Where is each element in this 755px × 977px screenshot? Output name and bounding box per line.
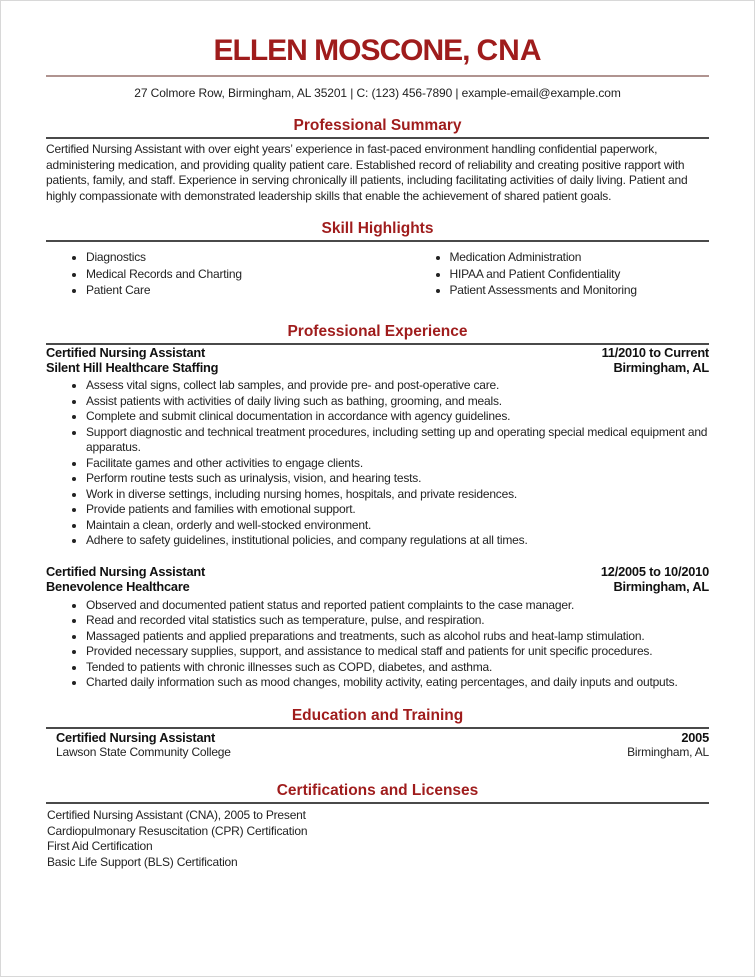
skills-left-column — [46, 249, 378, 299]
job-dates-location — [601, 565, 709, 595]
job-role-company — [46, 565, 205, 595]
job-bullet: • Support diagnostic and technical treatment procedures, including setting up and operating special medical equipment and apparatus. — [86, 425, 709, 456]
job-bullet: • Charted daily information such as mood changes, mobility activity, eating percentages, and daily inputs and outputs. — [86, 675, 709, 691]
section-rule — [46, 727, 709, 729]
job-role: Certified Nursing Assistant — [46, 344, 206, 360]
certification-item: Certified Nursing Assistant (CNA), 2005 to Present — [47, 808, 306, 823]
job-bullet: • Provide patients and families with emotional support. — [86, 502, 709, 518]
job-role: Certified Nursing Assistant — [46, 563, 206, 579]
job-bullet: • Tended to patients with chronic illnesses such as COPD, diabetes, and asthma. — [86, 660, 709, 676]
candidate-name-main: ELLEN MOSCONE, — [213, 34, 470, 67]
job-header — [46, 346, 709, 376]
job-bullet-list — [46, 378, 709, 549]
job-entry-1 — [46, 346, 709, 549]
skill-item: • Medication Administration — [450, 249, 710, 266]
job-dates: 12/2005 to 10/2010 — [600, 563, 709, 579]
education-year: 2005 — [681, 729, 709, 745]
section-professional-summary — [46, 117, 709, 204]
skill-item: • HIPAA and Patient Confidentiality — [450, 266, 710, 283]
skill-item: • Diagnostics — [86, 249, 378, 266]
education-entry — [46, 731, 709, 761]
section-title-professional-summary: Professional Summary — [293, 117, 462, 134]
job-dates-location — [602, 346, 709, 376]
candidate-credential: CNA — [476, 34, 542, 67]
job-location: Birmingham, AL — [613, 359, 709, 375]
section-professional-experience — [46, 323, 709, 691]
job-header — [46, 565, 709, 595]
education-right — [627, 731, 709, 761]
job-bullet: • Assist patients with activities of daily living such as bathing, grooming, and meals. — [86, 394, 709, 410]
job-entry-2 — [46, 565, 709, 691]
header-divider-rule — [46, 75, 709, 77]
skills-right-column — [378, 249, 710, 299]
job-bullet: • Facilitate games and other activities to engage clients. — [86, 456, 709, 472]
job-role-company — [46, 346, 218, 376]
summary-text: Certified Nursing Assistant with over eight years’ experience in fast-paced environment handling confidential paperwork, administering medication, and providing quality patient care. Established record of reliability and creating positive rapport with patients, family, and staff. Experience in serving chronically ill patients, including facilitating activities of daily living. Patient and highly compassionate with demonstrated leadership skills that enable the achievement of shared patient goals. — [46, 142, 688, 203]
section-title-skill-highlights: Skill Highlights — [321, 220, 434, 238]
section-title-education: Education and Training — [291, 706, 464, 724]
job-bullet: • Work in diverse settings, including nursing homes, hospitals, and private residences. — [86, 487, 709, 503]
section-rule — [46, 137, 709, 139]
education-left — [56, 731, 231, 761]
certification-item: First Aid Certification — [47, 839, 153, 854]
certification-list — [46, 808, 709, 870]
job-bullet-list — [46, 598, 709, 691]
job-bullet: • Massaged patients and applied preparations and treatments, such as alcohol rubs and heat-lamp stimulation. — [86, 629, 709, 645]
section-title-professional-experience: Professional Experience — [287, 322, 468, 340]
job-bullet: • Complete and submit clinical documentation in accordance with agency guidelines. — [86, 409, 709, 425]
skill-item: • Patient Care — [86, 282, 378, 299]
skill-item: • Patient Assessments and Monitoring — [450, 282, 710, 299]
job-bullet: • Maintain a clean, orderly and well-stocked environment. — [86, 518, 709, 534]
job-company: Silent Hill Healthcare Staffing — [46, 359, 219, 375]
section-rule — [46, 240, 709, 242]
job-bullet: • Observed and documented patient status and reported patient complaints to the case manager. — [86, 598, 709, 614]
job-bullet: • Provided necessary supplies, support, and assistance to medical staff and patients for unit specific procedures. — [86, 644, 709, 660]
job-bullet: • Adhere to safety guidelines, institutional policies, and company regulations at all times. — [86, 533, 709, 549]
job-company: Benevolence Healthcare — [46, 578, 190, 594]
certification-item: Basic Life Support (BLS) Certification — [47, 854, 238, 869]
education-school: Lawson State Community College — [56, 745, 231, 760]
contact-line: 27 Colmore Row, Birmingham, AL 35201 | C: (123) 456-7890 | example-email@example.com — [134, 86, 621, 100]
certification-item: Cardiopulmonary Resuscitation (CPR) Certification — [47, 823, 308, 838]
skill-item: • Medical Records and Charting — [86, 266, 378, 283]
section-title-certifications: Certifications and Licenses — [276, 782, 479, 800]
resume-content — [46, 34, 709, 870]
job-bullet: • Read and recorded vital statistics such as temperature, pulse, and respiration. — [86, 613, 709, 629]
section-certifications — [46, 782, 709, 870]
job-bullet: • Perform routine tests such as urinalysis, vision, and hearing tests. — [86, 471, 709, 487]
section-skill-highlights — [46, 220, 709, 299]
job-bullet: • Assess vital signs, collect lab samples, and provide pre- and post-operative care. — [86, 378, 709, 394]
section-education — [46, 707, 709, 761]
candidate-name — [46, 34, 709, 68]
job-location: Birmingham, AL — [613, 578, 709, 594]
education-degree: Certified Nursing Assistant — [56, 729, 216, 745]
education-location: Birmingham, AL — [627, 745, 709, 760]
job-dates: 11/2010 to Current — [601, 344, 709, 360]
skills-columns — [46, 249, 709, 299]
section-rule — [46, 802, 709, 804]
